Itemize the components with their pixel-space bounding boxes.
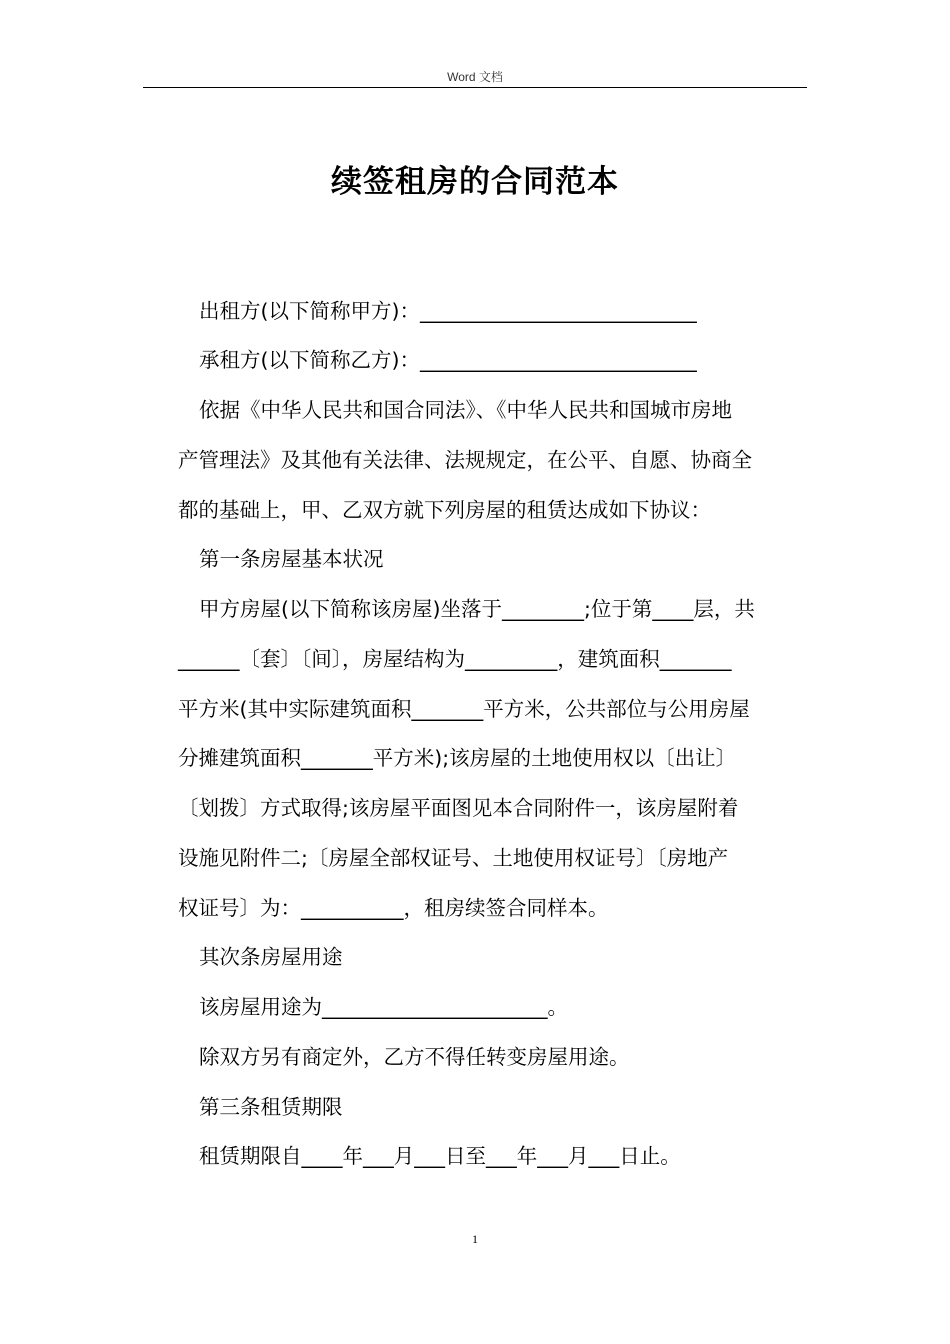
header-divider [143,87,807,88]
article-1-line-1: 甲方房屋(以下简称该房屋)坐落于________;位于第____层，共 [199,597,755,621]
article-2-line-1: 该房屋用途为______________________。 [199,995,568,1019]
lessee-line: 承租方(以下简称乙方)：___________________________ [199,348,697,372]
article-1-line-4: 分摊建筑面积_______平方米);该房屋的土地使用权以〔出让〕 [178,746,737,770]
article-1-line-3: 平方米(其中实际建筑面积_______平方米，公共部位与公用房屋 [178,697,750,721]
article-3-heading: 第三条租赁期限 [199,1095,343,1119]
document-title: 续签租房的合同范本 [331,164,619,200]
preamble-line-1: 依据《中华人民共和国合同法》、《中华人民共和国城市房地 [199,398,732,422]
article-1-line-2: ______〔套〕〔间〕，房屋结构为_________，建筑面积_______ [178,647,732,671]
article-1-line-5: 〔划拨〕方式取得;该房屋平面图见本合同附件一，该房屋附着 [178,796,739,820]
page-number: 1 [472,1232,478,1246]
preamble-line-3: 都的基础上，甲、乙双方就下列房屋的租赁达成如下协议： [178,498,711,522]
header-label: Word 文档 [447,70,503,84]
article-3-line-1: 租赁期限自____年___月___日至___年___月___日止。 [199,1144,681,1168]
lessor-line: 出租方(以下简称甲方)：___________________________ [199,299,697,323]
article-1-line-7: 权证号〕为：__________，租房续签合同样本。 [178,896,609,920]
article-2-line-2: 除双方另有商定外，乙方不得任转变房屋用途。 [199,1045,630,1069]
article-1-line-6: 设施见附件二;〔房屋全部权证号、土地使用权证号〕〔房地产 [178,846,729,870]
preamble-line-2: 产管理法》及其他有关法律、法规规定，在公平、自愿、协商全 [178,448,752,472]
article-1-heading: 第一条房屋基本状况 [199,547,384,571]
article-2-heading: 其次条房屋用途 [199,945,343,969]
